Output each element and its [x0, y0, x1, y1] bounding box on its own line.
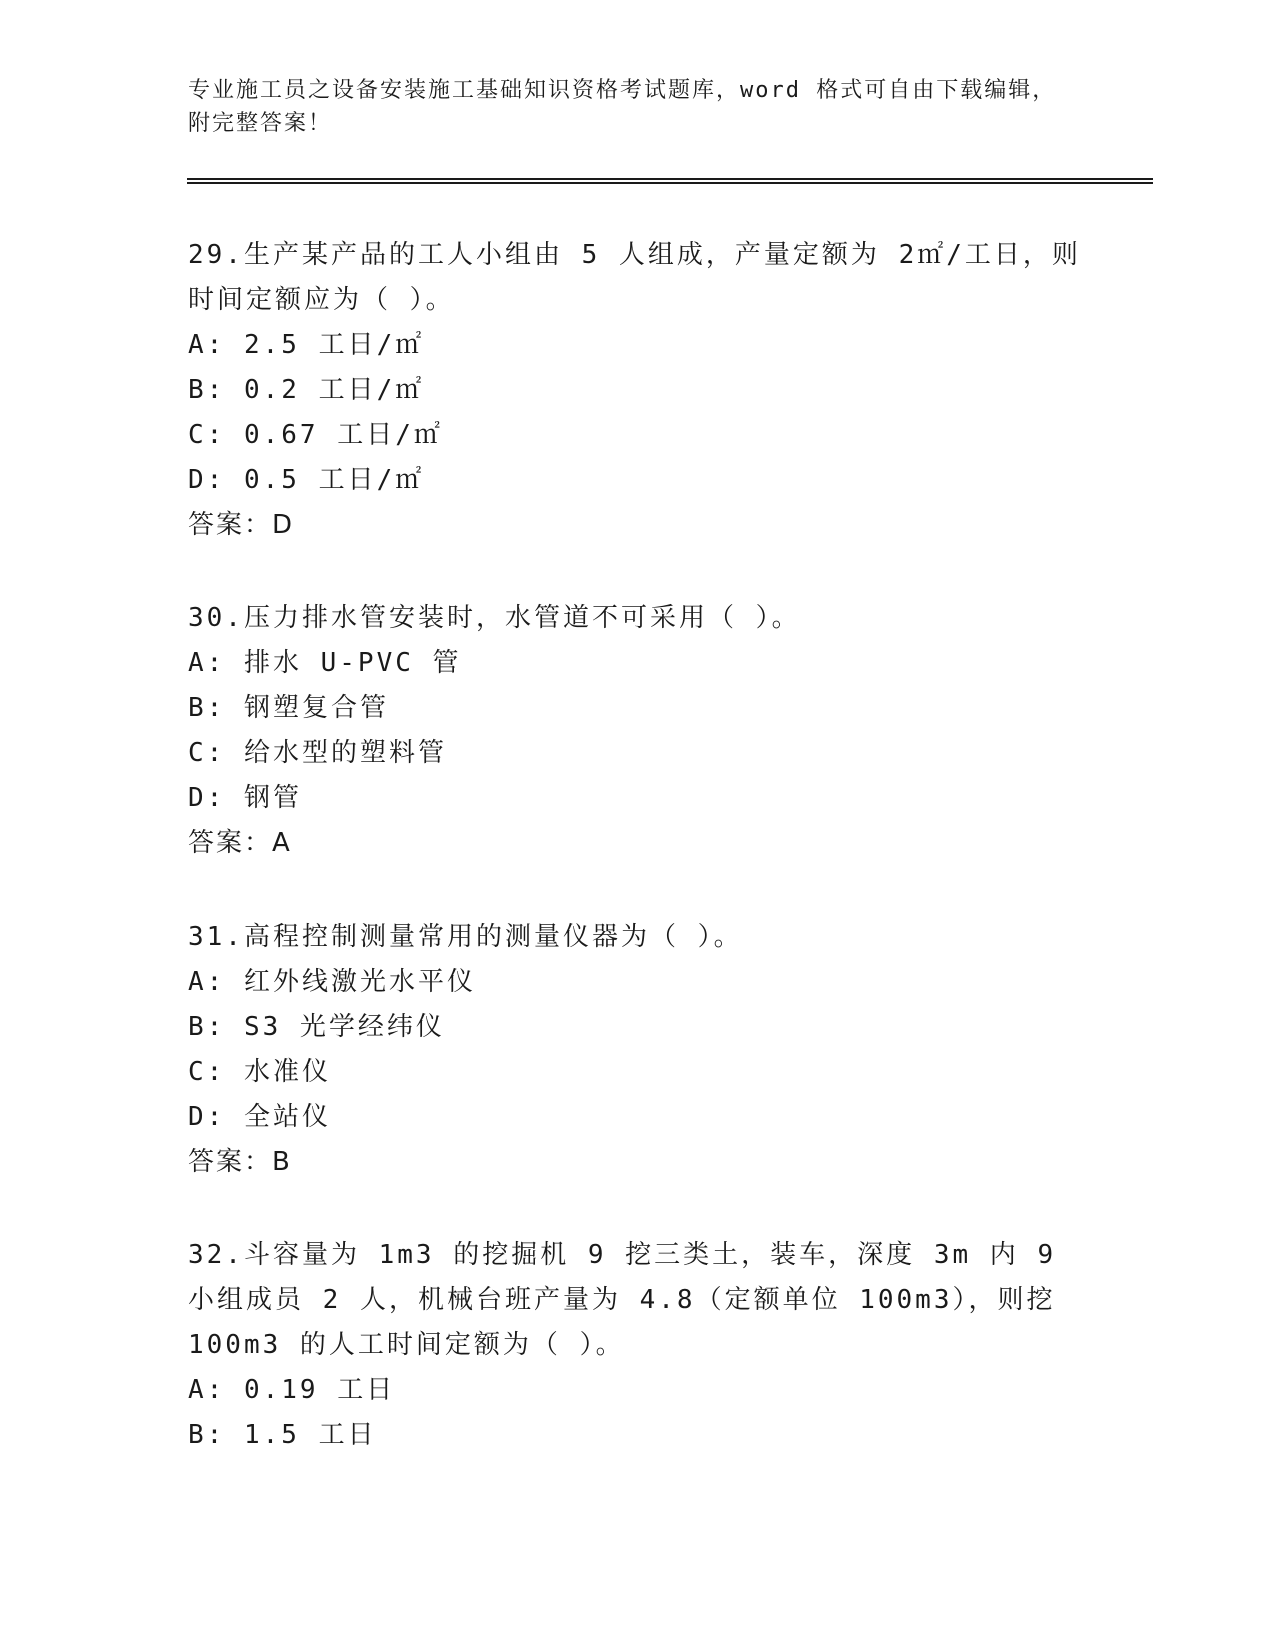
- answer-line: 答案：D: [188, 510, 295, 540]
- question-30: [188, 596, 1088, 866]
- header-divider-top: [187, 178, 1153, 180]
- option-a: A: 0.19 工日: [188, 1375, 396, 1405]
- option-d: D: 钢管: [188, 783, 302, 813]
- option-d: D: 0.5 工日/㎡: [188, 465, 425, 495]
- question-29: [188, 233, 1088, 548]
- option-a: A: 2.5 工日/㎡: [188, 330, 425, 360]
- question-stem: 30.压力排水管安装时，水管道不可采用（ ）。: [188, 603, 801, 633]
- question-stem: 31.高程控制测量常用的测量仪器为（ ）。: [188, 922, 743, 952]
- option-a: A: 排水 U-PVC 管: [188, 648, 462, 678]
- question-stem: 32.斗容量为 1m3 的挖掘机 9 挖三类土，装车，深度 3m 内 9 小组成员 2 人，机械台班产量为 4.8（定额单位 100m3），则挖 100m3 的人工时间定额为（ ）。: [188, 1240, 1057, 1360]
- option-b: B: 0.2 工日/㎡: [188, 375, 425, 405]
- option-b: B: 1.5 工日: [188, 1420, 377, 1450]
- option-d: D: 全站仪: [188, 1102, 331, 1132]
- header-divider-bottom: [187, 182, 1153, 184]
- option-c: C: 0.67 工日/㎡: [188, 420, 443, 450]
- question-31: [188, 915, 1088, 1185]
- question-32: [188, 1233, 1088, 1458]
- option-c: C: 水准仪: [188, 1057, 331, 1087]
- option-b: B: S3 光学经纬仪: [188, 1012, 445, 1042]
- document-header: 专业施工员之设备安装施工基础知识资格考试题库，word 格式可自由下载编辑，附完整答案！: [188, 78, 1057, 136]
- option-c: C: 给水型的塑料管: [188, 738, 447, 768]
- answer-line: 答案：B: [188, 1147, 292, 1177]
- option-b: B: 钢塑复合管: [188, 693, 389, 723]
- answer-line: 答案：A: [188, 828, 292, 858]
- question-stem: 29.生产某产品的工人小组由 5 人组成，产量定额为 2㎡/工日，则时间定额应为（ ）。: [188, 240, 1081, 315]
- option-a: A: 红外线激光水平仪: [188, 967, 476, 997]
